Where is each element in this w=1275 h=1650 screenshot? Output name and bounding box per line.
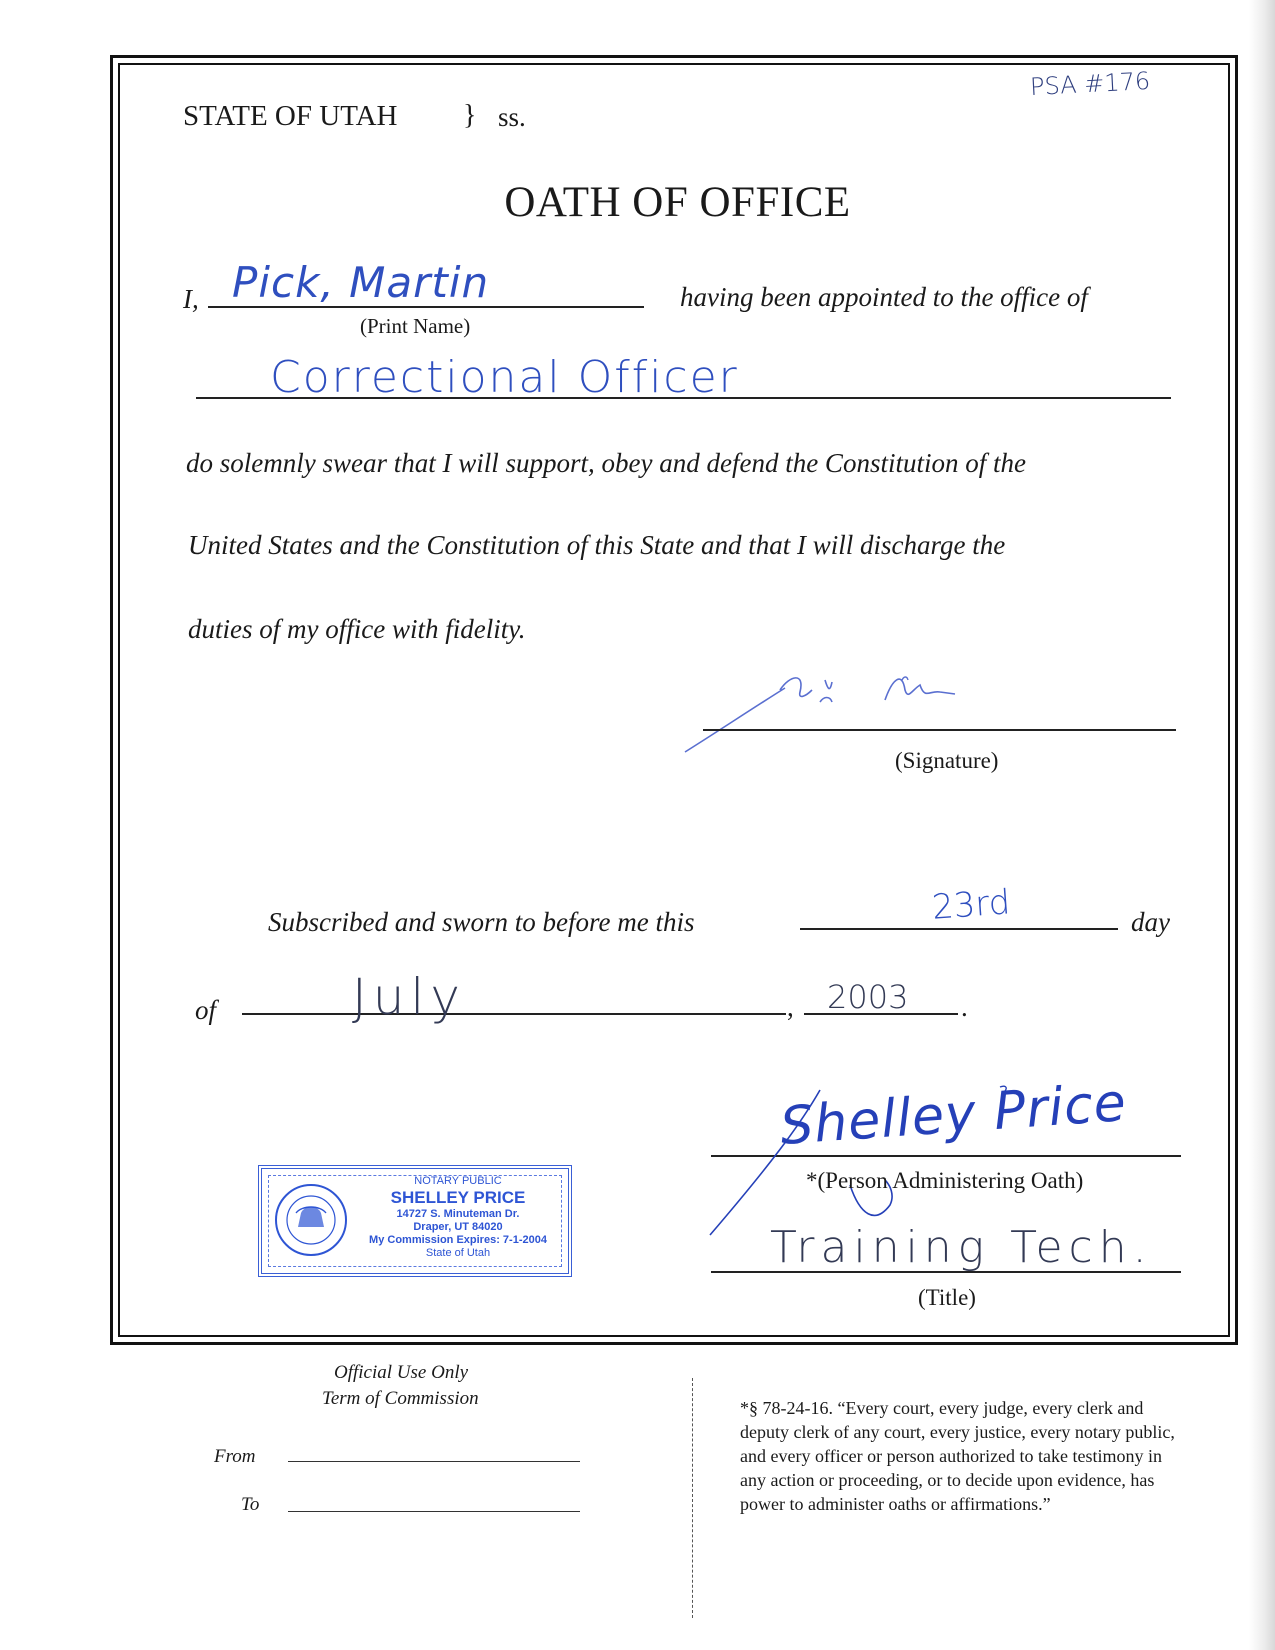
sworn-day: 23rd	[930, 882, 1012, 928]
form-border-inner	[118, 63, 1230, 1337]
stamp-text-block	[358, 1175, 558, 1260]
stamp-notary-public: NOTARY PUBLIC	[414, 1175, 502, 1187]
officer-signature	[680, 660, 1000, 760]
oath-line-2: United States and the Constitution of this State and that I will discharge the	[188, 530, 1006, 560]
venue-state: STATE OF UTAH	[183, 100, 398, 132]
signature-line	[703, 729, 1176, 731]
document-number: PSA #176	[1029, 66, 1151, 102]
of-label: of	[195, 995, 217, 1025]
appointee-name: Pick, Martin	[232, 258, 490, 307]
prefix-i: I,	[183, 284, 199, 314]
appointed-text: having been appointed to the office of	[680, 282, 1088, 312]
stamp-commission: My Commission Expires: 7-1-2004	[369, 1234, 547, 1246]
to-label: To	[241, 1494, 260, 1515]
sworn-year: 2003	[827, 978, 909, 1016]
from-label: From	[214, 1446, 256, 1467]
official-use-heading: Official Use Only	[334, 1362, 469, 1383]
month-line	[242, 1013, 786, 1015]
comma: ,	[787, 992, 794, 1022]
footnote-line-1: *§ 78-24-16. “Every court, every judge, every clerk and	[740, 1398, 1144, 1418]
title-caption: (Title)	[918, 1285, 976, 1310]
stamp-address-1: 14727 S. Minuteman Dr.	[396, 1208, 520, 1220]
footer-divider	[692, 1378, 693, 1618]
stamp-state: State of Utah	[425, 1247, 491, 1259]
signature-caption: (Signature)	[895, 748, 999, 773]
print-name-caption: (Print Name)	[360, 314, 471, 338]
to-field-line[interactable]	[288, 1511, 580, 1512]
stamp-address-2: Draper, UT 84020	[413, 1221, 503, 1233]
day-line	[800, 928, 1118, 930]
administrator-caption: *(Person Administering Oath)	[806, 1168, 1084, 1193]
sworn-month: July	[352, 968, 466, 1026]
footnote-line-2: deputy clerk of any court, every justice, every notary public,	[740, 1422, 1175, 1442]
term-of-commission: Term of Commission	[322, 1388, 479, 1409]
venue-brace: }	[463, 100, 477, 131]
page-edge	[1249, 0, 1275, 1650]
state-seal-icon	[274, 1183, 348, 1257]
footnote-line-5: power to administer oaths or affirmations.”	[740, 1494, 1051, 1514]
day-label: day	[1131, 907, 1170, 937]
footnote-line-4: any action or proceeding, or to decide upon evidence, has	[740, 1470, 1155, 1490]
venue-ss: ss.	[498, 102, 526, 132]
administrator-title: Training Tech.	[770, 1222, 1153, 1273]
period: .	[961, 992, 968, 1022]
footnote-line-3: and every officer or person authorized to take testimony in	[740, 1446, 1163, 1466]
from-field-line[interactable]	[288, 1461, 580, 1462]
office-title: Correctional Officer	[270, 352, 739, 403]
administrator-signature: Shelley Price	[778, 1072, 1129, 1158]
notary-stamp	[258, 1165, 572, 1277]
oath-line-1: do solemnly swear that I will support, obey and defend the Constitution of the	[186, 448, 1026, 478]
oath-line-3: duties of my office with fidelity.	[188, 614, 526, 644]
sworn-text: Subscribed and sworn to before me this	[268, 907, 695, 937]
stamp-notary-name: SHELLEY PRICE	[390, 1188, 526, 1207]
administrator-signature-flourish	[700, 1085, 1030, 1245]
document-title: OATH OF OFFICE	[504, 179, 851, 226]
